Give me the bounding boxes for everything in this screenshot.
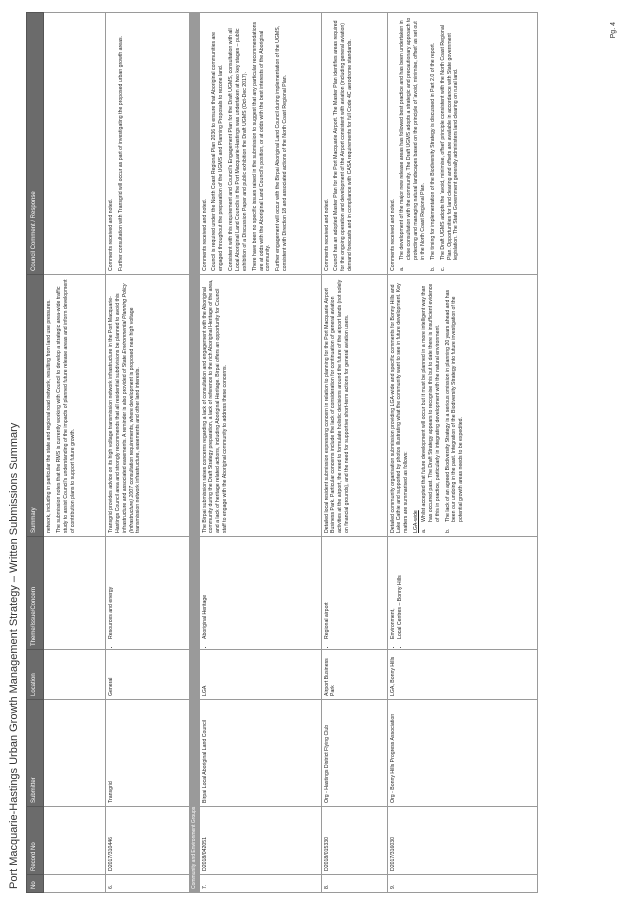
theme-cell bbox=[199, 537, 321, 650]
response-paragraph: Comments received and noted. bbox=[323, 198, 330, 271]
list-key: a. bbox=[399, 266, 406, 271]
location: Airport Business Park bbox=[321, 650, 387, 700]
row-number: 6. bbox=[106, 875, 190, 893]
document-title: Port Macquarie-Hastings Urban Growth Management Strategy – Written Submissions Summary bbox=[8, 422, 20, 889]
summary-cell bbox=[199, 275, 321, 537]
summary-paragraph: The Birpai submission raises concerns regarding a lack of consultation and engagement with the Aboriginal community during the Draft Strategy preparation, a lack of reference to the rich Aboriginal Heritage of the area, and a lack of heritage related actions, including Aboriginal Heritage. Birpai offers an opportunity for Council staff to engage with the Aboriginal community to address these concerns. bbox=[201, 279, 229, 533]
table-row bbox=[321, 13, 387, 893]
submitter-name: Org - Hastings District Flying Club bbox=[321, 700, 387, 807]
record-number: D2017/316030 bbox=[387, 807, 537, 875]
header-record-no: Record No bbox=[27, 807, 44, 875]
summary-paragraph: The submission notes that the RMS is currently working with Council to develop a strategic area-wide traffic study to assist Council's understanding of the impacts of planned future release areas and inform development of contribution plans to support future growth. bbox=[55, 279, 76, 533]
record-number: D2018/015330 bbox=[321, 807, 387, 875]
group-label: Community and Environment Groups bbox=[190, 13, 200, 893]
row-number: 7. bbox=[199, 875, 321, 893]
list-text: The development of the major new release areas has followed best practice and has been undertaken in close consultation with the community. The Draft UGMS adopts a strategic and precautionary approach to protecting and managing natural landscapes based on the principle of 'avoid, minimise, offset' as set out in the North Coast Regional Plan. bbox=[399, 17, 427, 260]
theme-cell bbox=[321, 537, 387, 650]
header-no: No bbox=[27, 875, 44, 893]
table-row bbox=[387, 13, 537, 893]
summary-cell bbox=[44, 275, 106, 537]
list-text: The lack of an agreed Biodiversity Strategy is a serious omission in planning 20 years ahead and has been our undoing in the past. Integration of the Biodiversity Strategy into future investigation of the potential growth areas needs to be expedited. bbox=[444, 289, 465, 522]
header-submitter: Submitter bbox=[27, 700, 44, 807]
list-key: a. bbox=[421, 528, 428, 533]
row-number: 9. bbox=[387, 875, 537, 893]
location: General bbox=[106, 650, 190, 700]
theme-cell bbox=[106, 537, 190, 650]
response-paragraph: There have been no specific issues raised in the submission to suggest that any particular recommendations are at odds with the Aboriginal Land Council's position, or at odds with the best interests of the Aboriginal community. bbox=[251, 21, 272, 271]
response-list-item bbox=[399, 16, 426, 271]
theme-item: • Environment, bbox=[390, 540, 397, 639]
response-list-item bbox=[440, 16, 461, 271]
response-paragraph: Comments received and noted. bbox=[108, 198, 114, 271]
summary-cell bbox=[106, 275, 190, 537]
summary-cell bbox=[321, 275, 387, 537]
table-row bbox=[106, 13, 190, 893]
summary-list-item bbox=[421, 278, 442, 533]
response-paragraph: Consistent with this requirement and Council's Engagement Plan for the Draft UGMS, consultation with all Local Aboriginal Land Councils in the Port Macquarie-Hastings was undertaken at two key stages – public exhibition of a Discussion Paper and public exhibition the Draft UGMS (Oct-Dec 2017). bbox=[228, 28, 248, 271]
table-header-row bbox=[27, 13, 44, 893]
header-theme: Theme/Issue/Concern bbox=[27, 537, 44, 650]
header-summary: Summary bbox=[27, 275, 44, 537]
theme-item: • Regional airport bbox=[324, 540, 331, 639]
summary-cell bbox=[387, 275, 537, 537]
header-location: Location bbox=[27, 650, 44, 700]
group-header-row bbox=[190, 13, 200, 893]
list-text: The Draft UGMS adopts the 'avoid, minimise, offset' principle consistent with the North Coast Regional Plan. Opportunities for land clearing and offsets are available in accordance with State government legislation. The State Government generally administers land clearing on rural land. bbox=[439, 25, 460, 260]
summary-paragraph: Detailed community organisation submission providing LGA-wide and specific comments for Bonny Hills and Lake Cathie and supported by photos illustrating what the community want to see in future development. Key matters are summarised as follows: bbox=[389, 283, 410, 533]
response-cell bbox=[199, 13, 321, 275]
list-key: c. bbox=[439, 266, 446, 271]
page-number: Pg. 4 bbox=[610, 22, 617, 39]
record-number: D2018/042051 bbox=[199, 807, 321, 875]
response-paragraph: Further consultation with Transgrid will occur as part of investigating the proposed urban growth areas. bbox=[117, 36, 124, 271]
location: LGA, Bonny Hills bbox=[387, 650, 537, 700]
record-number: D2017/310446 bbox=[106, 807, 190, 875]
table-row bbox=[199, 13, 321, 893]
list-text: Whilst accepted that future development will occur but it must be planned in a more intelligent way than has occurred past. The Draft Strategy appears to recognise this but to date there is insufficient evidence of this in practice, particularly in integrating development with the natural environment. bbox=[421, 283, 441, 522]
list-key: b. bbox=[444, 528, 451, 533]
location: LGA bbox=[199, 650, 321, 700]
row-number: 8. bbox=[321, 875, 387, 893]
header-response: Council Comment / Response bbox=[27, 13, 44, 275]
summary-subheading: LGA-wide bbox=[413, 510, 420, 533]
submitter-name: Org - Bonny Hills Progress Association bbox=[387, 700, 537, 807]
response-cell bbox=[106, 13, 190, 275]
response-paragraph: Comments received and noted. bbox=[389, 198, 396, 271]
theme-item: • Local Centres – Bonny Hills bbox=[397, 540, 404, 639]
summary-paragraph: Detailed local resident submission expressing concern in relation to planning for the Port Macquarie Airport Business Park. Particular concerns include the lack of consideration for continuation of general aviation activities at the airport, the need to formulate holistic decisions around the future of the airport lands (not solely on financial grounds), and the need for supportive short-term actions for general aviation users. bbox=[323, 279, 351, 533]
submitter-name: Transgrid bbox=[106, 700, 190, 807]
submissions-table bbox=[26, 12, 538, 893]
theme-item: • Aboriginal Heritage bbox=[202, 540, 209, 639]
theme-cell bbox=[387, 537, 537, 650]
response-cell bbox=[387, 13, 537, 275]
summary-paragraph: Transgrid provides advice on its high voltage transmission network infrastructure in the Port Macquarie-Hastings Council area and strongly recommends that all residential subdivisions be planned to avoid this infrastructure and associated easements. A reminder is also provided of State Environmental Planning Policy (Infrastructure) 2007 consultation requirements, where development is proposed near high voltage transmission network infrastructure, easements and other land interests. bbox=[108, 283, 142, 533]
table-row-continuation bbox=[44, 13, 106, 893]
response-paragraph: Comments received and noted. bbox=[201, 198, 208, 271]
list-text: The timing for implementation of the Biodiversity Strategy is discussed in Part 2.0 of the report. bbox=[429, 42, 436, 260]
response-paragraph: Further engagement will occur with the Birpai Aboriginal Land Council during implementation of the UGMS, consistent with Direction 18 and associated actions of the North Coast Regional Plan. bbox=[275, 25, 289, 271]
response-paragraph: Council has an adopted Master Plan for the Port Macquarie Airport. The Master Plan identifies areas required for the ongoing operation and development of the Airport consistent with aviation (including general aviation) demand forecasts and in compliance with CASA requirements for full Code 4C aerodrome standards. bbox=[333, 20, 354, 271]
response-paragraph: Council is required under the North Coast Regional Plan 2036 to ensure that Aboriginal communities are engaged throughout the preparation of the UGMS and Planning Proposals to rezone land. bbox=[211, 31, 225, 271]
list-key: b. bbox=[429, 266, 436, 271]
summary-list-item bbox=[445, 278, 466, 533]
response-list-item bbox=[430, 16, 437, 271]
theme-item: • Resources and energy bbox=[108, 540, 115, 639]
response-cell bbox=[321, 13, 387, 275]
summary-paragraph: network, including in particular the state and regional road network, resulting from land use pressures. bbox=[46, 299, 52, 533]
submitter-name: Birpai Local Aboriginal Land Council bbox=[199, 700, 321, 807]
